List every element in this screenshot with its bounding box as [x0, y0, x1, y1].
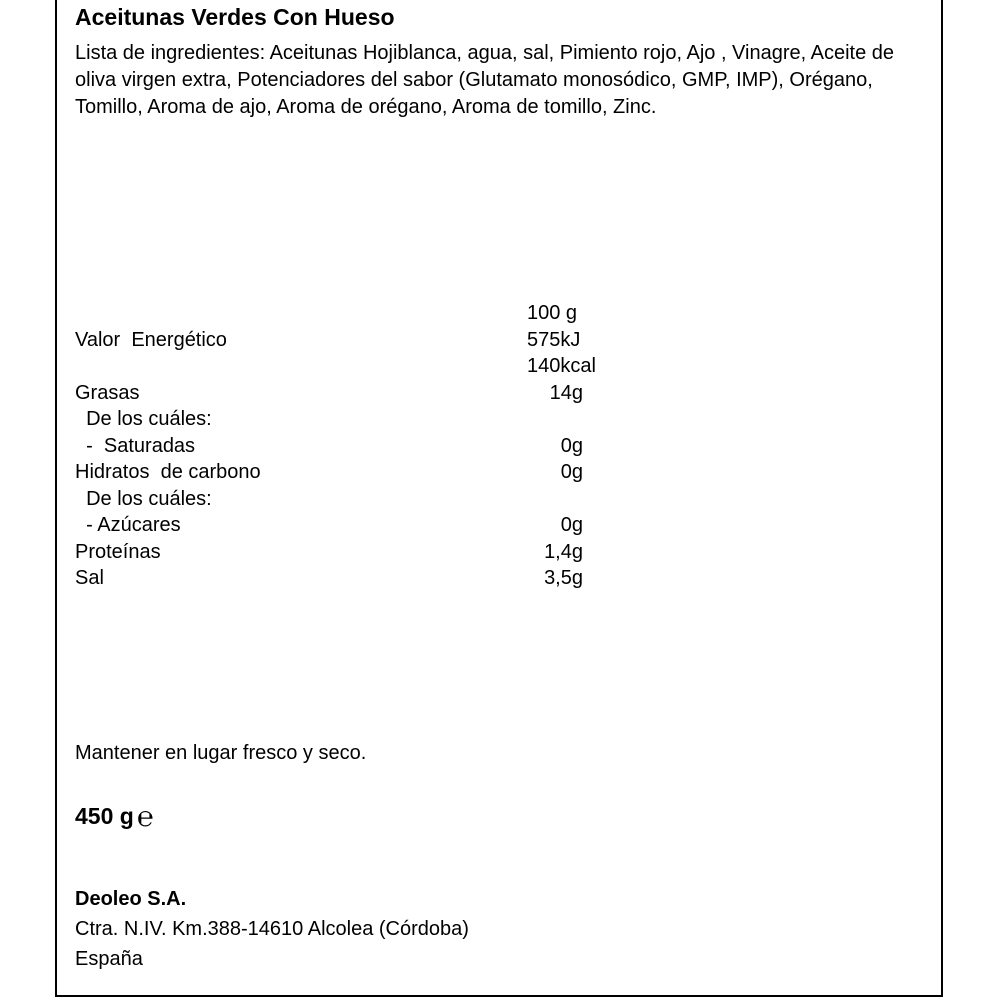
energy-kcal: 140kcal — [527, 355, 596, 377]
nutrient-value: 3,5g — [544, 567, 583, 589]
product-label — [55, 0, 943, 997]
estimated-sign-icon: ℮ — [136, 800, 154, 832]
nutrient-label: De los cuáles: — [75, 488, 212, 510]
nutrient-label: Grasas — [75, 382, 140, 404]
company-address: Ctra. N.IV. Km.388-14610 Alcolea (Córdoba) — [75, 918, 469, 940]
company-name: Deoleo S.A. — [75, 888, 187, 910]
nutrient-label: Proteínas — [75, 541, 161, 563]
nutrient-value: 0g — [560, 461, 583, 483]
nutrient-value: 14g — [549, 382, 583, 404]
nutrient-label: Hidratos de carbono — [75, 461, 261, 483]
nutrient-label: - Azúcares — [75, 514, 181, 536]
nutrient-value: 1,4g — [544, 541, 583, 563]
storage-instructions: Mantener en lugar fresco y seco. — [75, 742, 367, 764]
nutrient-value: 0g — [560, 514, 583, 536]
product-title: Aceitunas Verdes Con Hueso — [75, 4, 395, 30]
nutrient-label: Sal — [75, 567, 104, 589]
nutrient-label: - Saturadas — [75, 435, 196, 457]
ingredients-list: Lista de ingredientes: Aceitunas Hojiblanca, agua, sal, Pimiento rojo, Ajo , Vinagre, Aceite de oliva virgen extra, Potenciadores del sabor (Glutamato monosódico, GMP, IMP), Orégano, Tomillo, Aroma de ajo, Aroma de orégano, Aroma de tomillo, Zinc. — [75, 42, 895, 118]
net-weight — [75, 800, 154, 832]
nutrient-label: De los cuáles: — [75, 408, 212, 430]
energy-label: Valor Energético — [75, 329, 227, 351]
nutrient-value: 0g — [560, 435, 583, 457]
net-weight-value: 450 g — [75, 803, 134, 829]
energy-kj: 575kJ — [527, 329, 581, 351]
per-100g-label: 100 g — [527, 302, 578, 324]
company-country: España — [75, 948, 143, 970]
